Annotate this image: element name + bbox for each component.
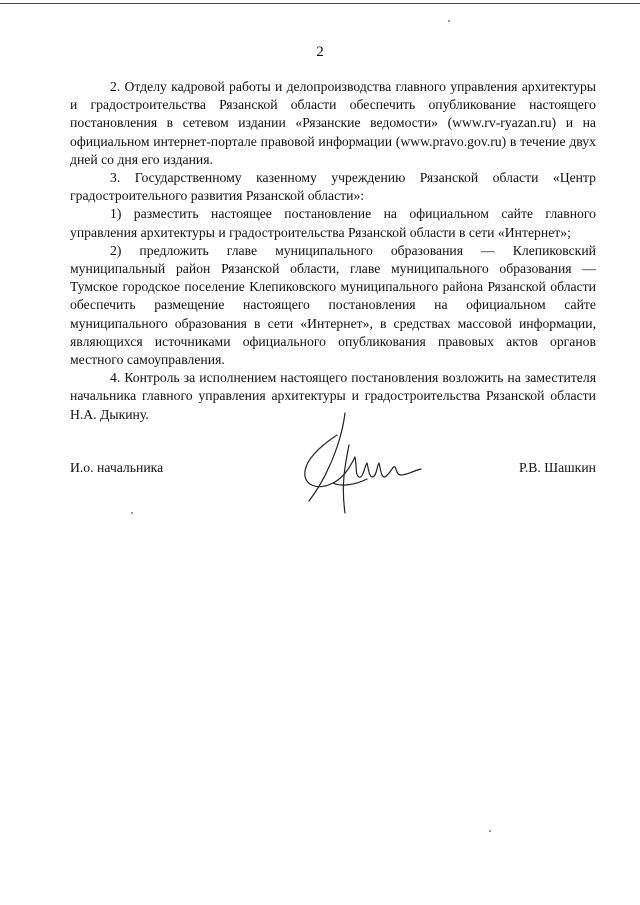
- paragraph-3: 3. Государственному казенному учреждению Рязанской области «Центр градостроительного развития Рязанской области»:: [70, 170, 596, 204]
- handwritten-signature: [285, 405, 435, 525]
- paragraph-3-2: 2) предложить главе муниципального образования — Клепиковский муниципальный район Рязанской области, главе муниципального образования — Тумское городское поселение Клепиковского муниципального района Рязанской области обеспечить размещение настоящего постановления на официальном сайте муниципального образования в сети «Интернет», в средствах массовой информации, являющихся источниками официального опубликования правовых актов органов местного самоуправления.: [70, 242, 596, 368]
- scan-speck: [489, 830, 491, 832]
- paragraph-2: 2. Отделу кадровой работы и делопроизводства главного управления архитектуры и градостроительства Рязанской области обеспечить опубликование настоящего постановления в сетевом издании «Рязанские ведомости» (www.rv-ryazan.ru) и на официальном интернет-портале правовой информации (www.pravo.gov.ru) в течение двух дней со дня его издания.: [70, 79, 596, 167]
- signatory-name: Р.В. Шашкин: [518, 460, 596, 475]
- scan-speck: [448, 20, 450, 22]
- page-number: 2: [316, 44, 324, 60]
- paragraph-4: 4. Контроль за исполнением настоящего постановления возложить на заместителя начальника главного управления архитектуры и градостроительства Рязанской области Н.А. Дыкину.: [70, 370, 596, 422]
- scan-top-edge: [0, 3, 640, 4]
- scan-speck: [131, 512, 133, 514]
- document-body: [70, 78, 596, 424]
- paragraph-3-1: 1) разместить настоящее постановление на официальном сайте главного управления архитектуры и градостроительства Рязанской области в сети «Интернет»;: [70, 206, 596, 240]
- signatory-title: И.о. начальника: [70, 460, 164, 475]
